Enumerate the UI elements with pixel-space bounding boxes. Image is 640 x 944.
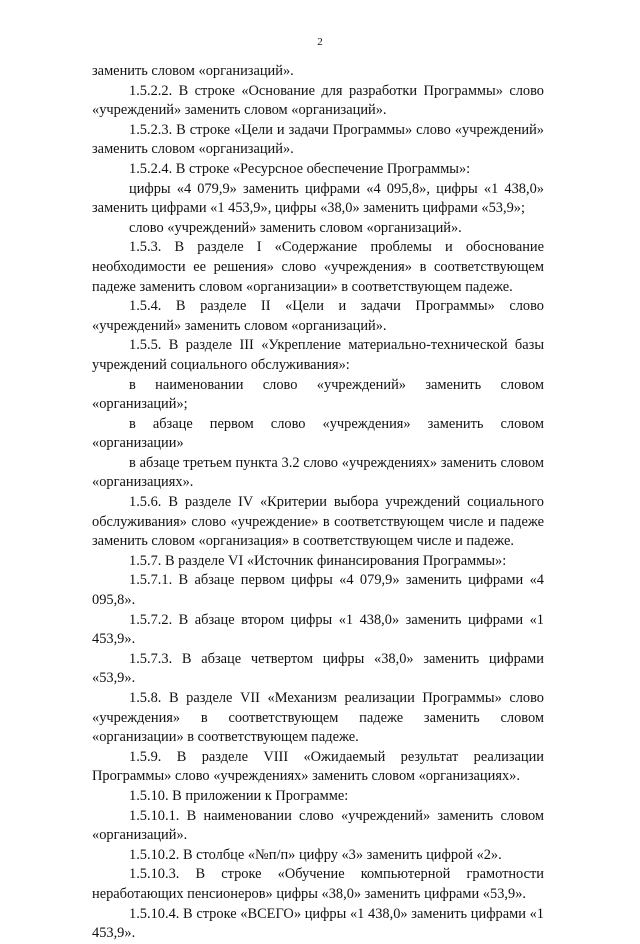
paragraph-figures-change: цифры «4 079,9» заменить цифрами «4 095,8», цифры «1 438,0» заменить цифрами «1 453,9», цифры «38,0» заменить цифрами «53,9»; [92, 180, 544, 217]
document-body [92, 62, 544, 944]
paragraph-1-5-9: 1.5.9. В разделе VIII «Ожидаемый результат реализации Программы» слово «учреждениях» заменить словом «организациях». [92, 748, 544, 785]
paragraph-word-change: слово «учреждений» заменить словом «организаций». [129, 219, 462, 236]
paragraph-1-5-7-1: 1.5.7.1. В абзаце первом цифры «4 079,9» заменить цифрами «4 095,8». [92, 572, 544, 609]
paragraph-1-5-2-3: 1.5.2.3. В строке «Цели и задачи Программы» слово «учреждений» заменить словом «организаций». [92, 121, 544, 158]
page-number: 2 [317, 36, 323, 48]
paragraph-1-5-6: 1.5.6. В разделе IV «Критерии выбора учреждений социального обслуживания» слово «учреждение» в соответствующем числе и падеже заменить словом «организация» в соответствующем числе и падеже. [92, 494, 544, 550]
paragraph-1-5-3: 1.5.3. В разделе I «Содержание проблемы и обоснование необходимости ее решения» слово «учреждения» в соответствующем падеже заменить словом «организации» в соответствующем падеже. [92, 239, 544, 295]
paragraph-continuation: заменить словом «организаций». [92, 63, 294, 79]
paragraph-first-abzac: в абзаце первом слово «учреждения» заменить словом «организации» [92, 415, 544, 452]
paragraph-1-5-10-4: 1.5.10.4. В строке «ВСЕГО» цифры «1 438,0» заменить цифрами «1 453,9». [92, 905, 544, 942]
paragraph-1-5-2-4: 1.5.2.4. В строке «Ресурсное обеспечение Программы»: [129, 160, 471, 177]
paragraph-third-abzac: в абзаце третьем пункта 3.2 слово «учреждениях» заменить словом «организациях». [92, 454, 544, 491]
paragraph-1-5-7-2: 1.5.7.2. В абзаце втором цифры «1 438,0» заменить цифрами «1 453,9». [92, 611, 544, 648]
paragraph-1-5-8: 1.5.8. В разделе VII «Механизм реализации Программы» слово «учреждения» в соответствующем падеже заменить словом «организации» в соответствующем падеже. [92, 690, 544, 746]
paragraph-1-5-7: 1.5.7. В разделе VI «Источник финансирования Программы»: [129, 552, 507, 569]
paragraph-title-change: в наименовании слово «учреждений» заменить словом «организаций»; [92, 376, 544, 413]
paragraph-1-5-10-1: 1.5.10.1. В наименовании слово «учреждений» заменить словом «организаций». [92, 807, 544, 844]
paragraph-1-5-5: 1.5.5. В разделе III «Укрепление материально-технической базы учреждений социального обслуживания»: [92, 337, 544, 373]
paragraph-1-5-2-2: 1.5.2.2. В строке «Основание для разработки Программы» слово «учреждений» заменить словом «организаций». [92, 82, 544, 119]
paragraph-1-5-4: 1.5.4. В разделе II «Цели и задачи Программы» слово «учреждений» заменить словом «организаций». [92, 298, 544, 334]
paragraph-1-5-10: 1.5.10. В приложении к Программе: [129, 787, 349, 804]
paragraph-1-5-7-3: 1.5.7.3. В абзаце четвертом цифры «38,0» заменить цифрами «53,9». [92, 650, 544, 687]
paragraph-1-5-10-2: 1.5.10.2. В столбце «№п/п» цифру «3» заменить цифрой «2». [129, 846, 502, 863]
paragraph-1-5-10-3: 1.5.10.3. В строке «Обучение компьютерной грамотности неработающих пенсионеров» цифры «38,0» заменить цифрами «53,9». [92, 866, 544, 902]
